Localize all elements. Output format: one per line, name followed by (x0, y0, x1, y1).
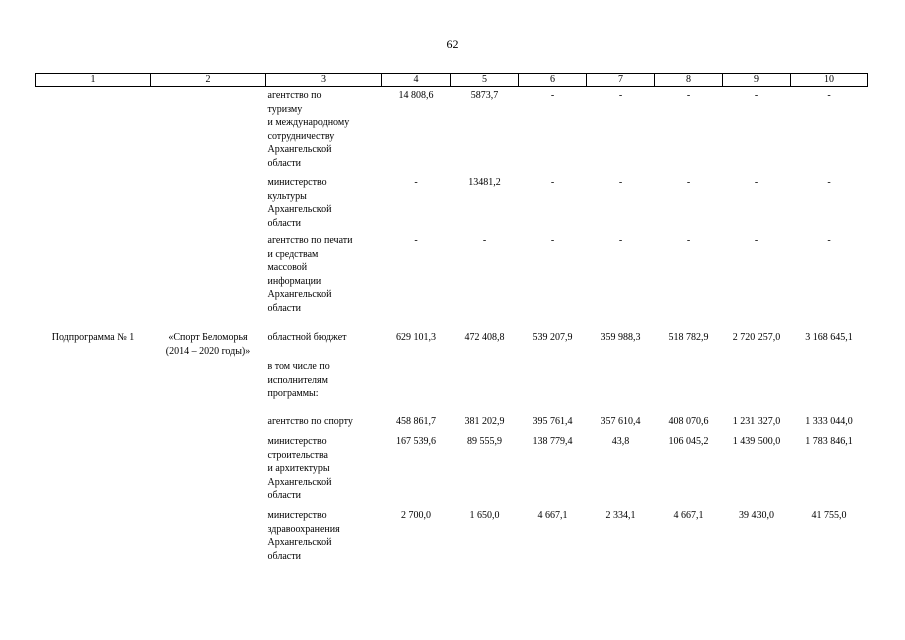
subprogram-title-cell (151, 507, 266, 569)
value-cell: 1 231 327,0 (732, 416, 781, 427)
table-row (36, 232, 868, 330)
executor-cell: областной бюджет (267, 332, 347, 343)
subprogram-cell (36, 87, 151, 175)
value-cell: 458 861,7 (396, 416, 436, 427)
value-cell (723, 358, 791, 410)
executor-cell: в том числе по исполнителям программы: (267, 361, 330, 399)
value-cell: 167 539,6 (396, 436, 436, 447)
table-row (36, 410, 868, 433)
value-cell (587, 358, 655, 410)
value-cell: 359 988,3 (600, 332, 641, 343)
value-cell: 1 333 044,0 (805, 416, 853, 427)
value-cell: - (550, 235, 555, 246)
column-header: 9 (723, 74, 791, 87)
subprogram-cell (36, 507, 151, 569)
table-row (36, 358, 868, 410)
value-cell: - (754, 177, 759, 188)
subprogram-title-cell (151, 174, 266, 232)
value-cell: - (827, 90, 831, 101)
value-cell: 2 334,1 (605, 510, 636, 521)
value-cell: 5873,7 (470, 90, 499, 101)
column-header: 10 (791, 74, 868, 87)
value-cell: - (686, 177, 691, 188)
value-cell: - (550, 90, 555, 101)
table-row (36, 330, 868, 358)
value-cell: 13481,2 (468, 177, 501, 188)
value-cell: 4 667,1 (673, 510, 704, 521)
page-number: 62 (446, 37, 459, 51)
subprogram-cell (36, 358, 151, 410)
executor-cell: министерство строительства и архитектуры Архангельской области (267, 436, 332, 501)
value-cell: - (686, 90, 691, 101)
value-cell: - (618, 235, 623, 246)
value-cell: - (482, 235, 487, 246)
value-cell: - (550, 177, 555, 188)
subprogram-cell (36, 174, 151, 232)
column-header: 6 (519, 74, 587, 87)
value-cell: 472 408,8 (464, 332, 505, 343)
subprogram-cell (36, 232, 151, 330)
value-cell: 89 555,9 (467, 436, 502, 447)
column-header: 8 (655, 74, 723, 87)
value-cell (519, 358, 587, 410)
value-cell (791, 358, 868, 410)
value-cell: 1 650,0 (469, 510, 500, 521)
value-cell: 14 808,6 (398, 90, 434, 101)
table-row (36, 433, 868, 507)
value-cell: - (414, 235, 418, 246)
value-cell: 539 207,9 (532, 332, 573, 343)
value-cell: 629 101,3 (396, 332, 436, 343)
value-cell (382, 358, 451, 410)
value-cell: 395 761,4 (532, 416, 573, 427)
value-cell (451, 358, 519, 410)
subprogram-title-cell (151, 410, 266, 433)
value-cell: 408 070,6 (668, 416, 709, 427)
column-header: 4 (382, 74, 451, 87)
value-cell: - (686, 235, 691, 246)
value-cell: 41 755,0 (811, 510, 847, 521)
value-cell: 39 430,0 (739, 510, 774, 521)
subprogram-title-cell (151, 358, 266, 410)
subprogram-title-cell (151, 232, 266, 330)
executor-cell: министерство здравоохранения Архангельской области (267, 510, 340, 562)
value-cell: - (754, 90, 759, 101)
value-cell: 138 779,4 (532, 436, 573, 447)
column-header: 5 (451, 74, 519, 87)
executor-cell: агентство по спорту (267, 416, 353, 427)
value-cell: - (827, 177, 831, 188)
table-row (36, 174, 868, 232)
value-cell: 2 720 257,0 (732, 332, 781, 343)
value-cell: - (618, 90, 623, 101)
value-cell: 4 667,1 (537, 510, 568, 521)
value-cell: 106 045,2 (668, 436, 709, 447)
subprogram-title-cell: «Спорт Беломорья (2014 – 2020 годы)» (165, 332, 251, 357)
value-cell: 518 782,9 (668, 332, 709, 343)
value-cell: - (827, 235, 831, 246)
executor-cell: министерство культуры Архангельской области (267, 177, 332, 229)
table-row (36, 507, 868, 569)
column-number-row (36, 74, 868, 87)
column-header: 7 (587, 74, 655, 87)
executor-cell: агентство по печати и средствам массовой информации Архангельской области (267, 235, 353, 314)
column-header: 2 (151, 74, 266, 87)
subprogram-cell: Подпрограмма № 1 (51, 332, 135, 343)
value-cell: 3 168 645,1 (805, 332, 853, 343)
value-cell: - (754, 235, 759, 246)
value-cell: - (618, 177, 623, 188)
subprogram-title-cell (151, 433, 266, 507)
value-cell: 381 202,9 (464, 416, 505, 427)
value-cell: 2 700,0 (401, 510, 431, 521)
subprogram-title-cell (151, 87, 266, 175)
column-header: 1 (36, 74, 151, 87)
value-cell: 1 783 846,1 (805, 436, 853, 447)
table-row (36, 87, 868, 175)
subprogram-cell (36, 433, 151, 507)
budget-table (35, 73, 868, 569)
value-cell: 357 610,4 (600, 416, 641, 427)
value-cell (655, 358, 723, 410)
subprogram-cell (36, 410, 151, 433)
executor-cell: агентство по туризму и международному сотрудничеству Архангельской области (267, 90, 350, 169)
value-cell: 43,8 (611, 436, 630, 447)
value-cell: 1 439 500,0 (732, 436, 781, 447)
value-cell: - (414, 177, 418, 188)
column-header: 3 (266, 74, 382, 87)
